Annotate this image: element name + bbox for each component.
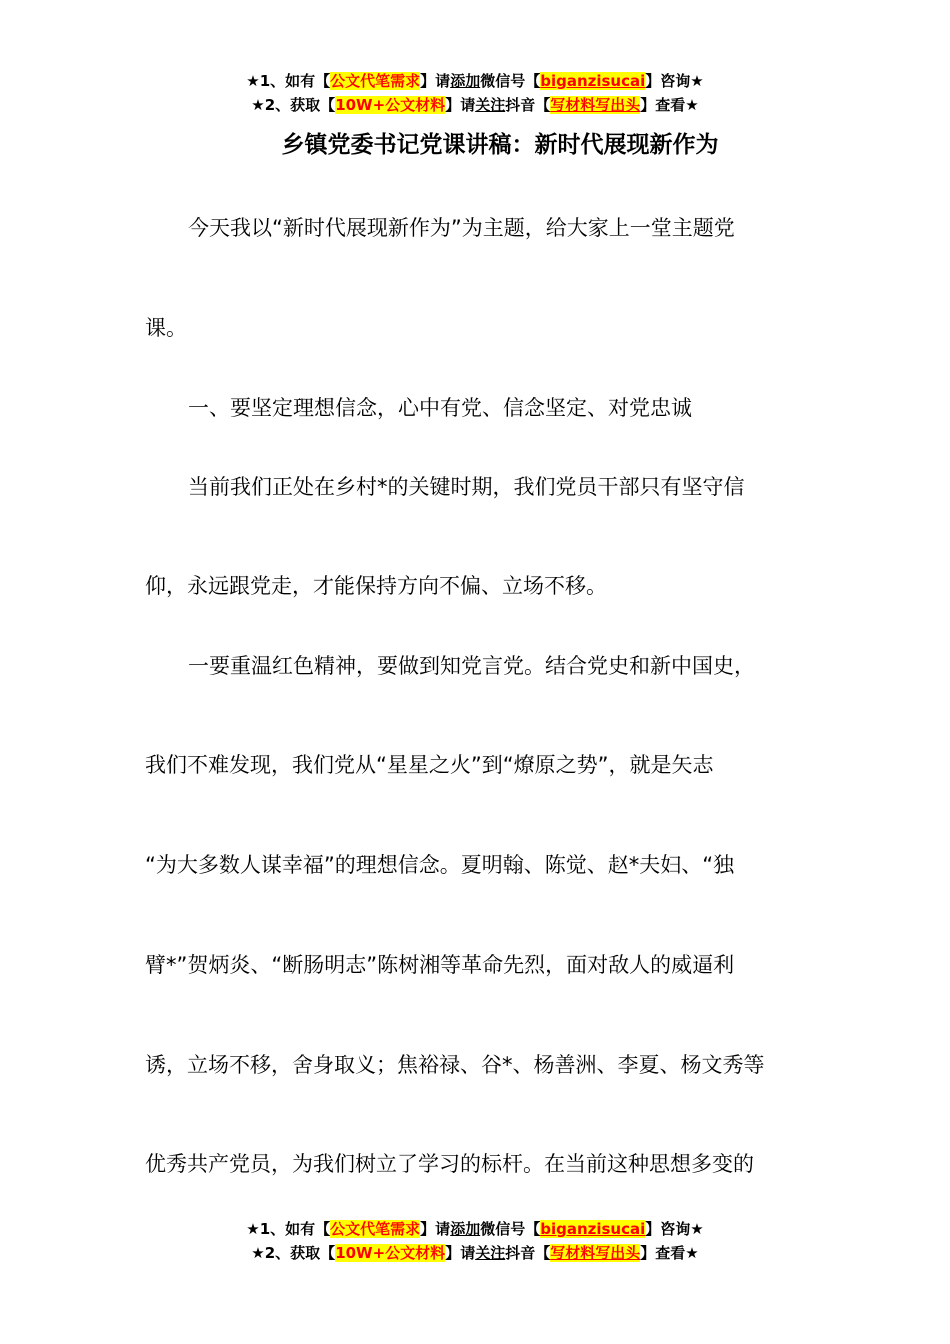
text-line: 臂*”贺炳炎、“断肠明志”陈树湘等革命先烈，面对敌人的威逼利: [145, 953, 735, 977]
text-line: 课。: [145, 316, 187, 340]
banner-text: 】请: [420, 1220, 451, 1238]
banner-text: 抖音【: [505, 96, 551, 114]
banner-line-2: [0, 93, 950, 117]
banner-underline: 添加: [450, 72, 481, 90]
banner-highlight: 公文代笔需求: [330, 1220, 421, 1238]
banner-text: 】请: [445, 96, 476, 114]
text-line: 我们不难发现，我们党从“星星之火”到“燎原之势”，就是矢志: [145, 753, 714, 777]
text-line: 诱，立场不移，舍身取义；焦裕禄、谷*、杨善洲、李夏、杨文秀等: [145, 1053, 765, 1077]
text-line: “为大多数人谋幸福”的理想信念。夏明翰、陈觉、赵*夫妇、“独: [145, 853, 735, 877]
text-line: 优秀共产党员，为我们树立了学习的标杆。在当前这种思想多变的: [145, 1152, 754, 1176]
banner-highlight: 10W+公文材料: [335, 1244, 446, 1262]
banner-highlight: 公文代笔需求: [330, 72, 421, 90]
banner-text: 】请: [420, 72, 451, 90]
banner-text: ★1、如有【: [246, 1220, 331, 1238]
banner-text: 】查看★: [640, 1244, 699, 1262]
bottom-banner: [0, 1217, 950, 1265]
banner-highlight: 10W+公文材料: [335, 96, 446, 114]
banner-line-1: [0, 1217, 950, 1241]
douyin-id-highlight: 写材料写出头: [550, 1244, 641, 1262]
banner-text: 】查看★: [640, 96, 699, 114]
text-line: 一要重温红色精神，要做到知党言党。结合党史和新中国史，: [188, 654, 755, 678]
section-heading: 一、要坚定理想信念，心中有党、信念坚定、对党忠诚: [188, 396, 692, 420]
banner-text: ★1、如有【: [246, 72, 331, 90]
text-line: 当前我们正处在乡村*的关键时期，我们党员干部只有坚守信: [188, 475, 745, 499]
text-line: 今天我以“新时代展现新作为”为主题，给大家上一堂主题党: [188, 216, 735, 240]
banner-text: 抖音【: [505, 1244, 551, 1262]
banner-text: ★2、获取【: [251, 1244, 336, 1262]
top-banner: [0, 69, 950, 117]
banner-text: 】请: [445, 1244, 476, 1262]
document-title: 乡镇党委书记党课讲稿：新时代展现新作为: [281, 132, 719, 158]
banner-text: 】咨询★: [645, 72, 704, 90]
banner-line-1: [0, 69, 950, 93]
wechat-id-highlight: biganzisucai: [540, 1220, 646, 1238]
banner-text: 】咨询★: [645, 1220, 704, 1238]
banner-line-2: [0, 1241, 950, 1265]
banner-text: 微信号【: [480, 1220, 541, 1238]
banner-underline: 关注: [475, 1244, 506, 1262]
douyin-id-highlight: 写材料写出头: [550, 96, 641, 114]
text-line: 仰，永远跟党走，才能保持方向不偏、立场不移。: [145, 574, 607, 598]
banner-underline: 添加: [450, 1220, 481, 1238]
banner-text: ★2、获取【: [251, 96, 336, 114]
banner-underline: 关注: [475, 96, 506, 114]
banner-text: 微信号【: [480, 72, 541, 90]
wechat-id-highlight: biganzisucai: [540, 72, 646, 90]
